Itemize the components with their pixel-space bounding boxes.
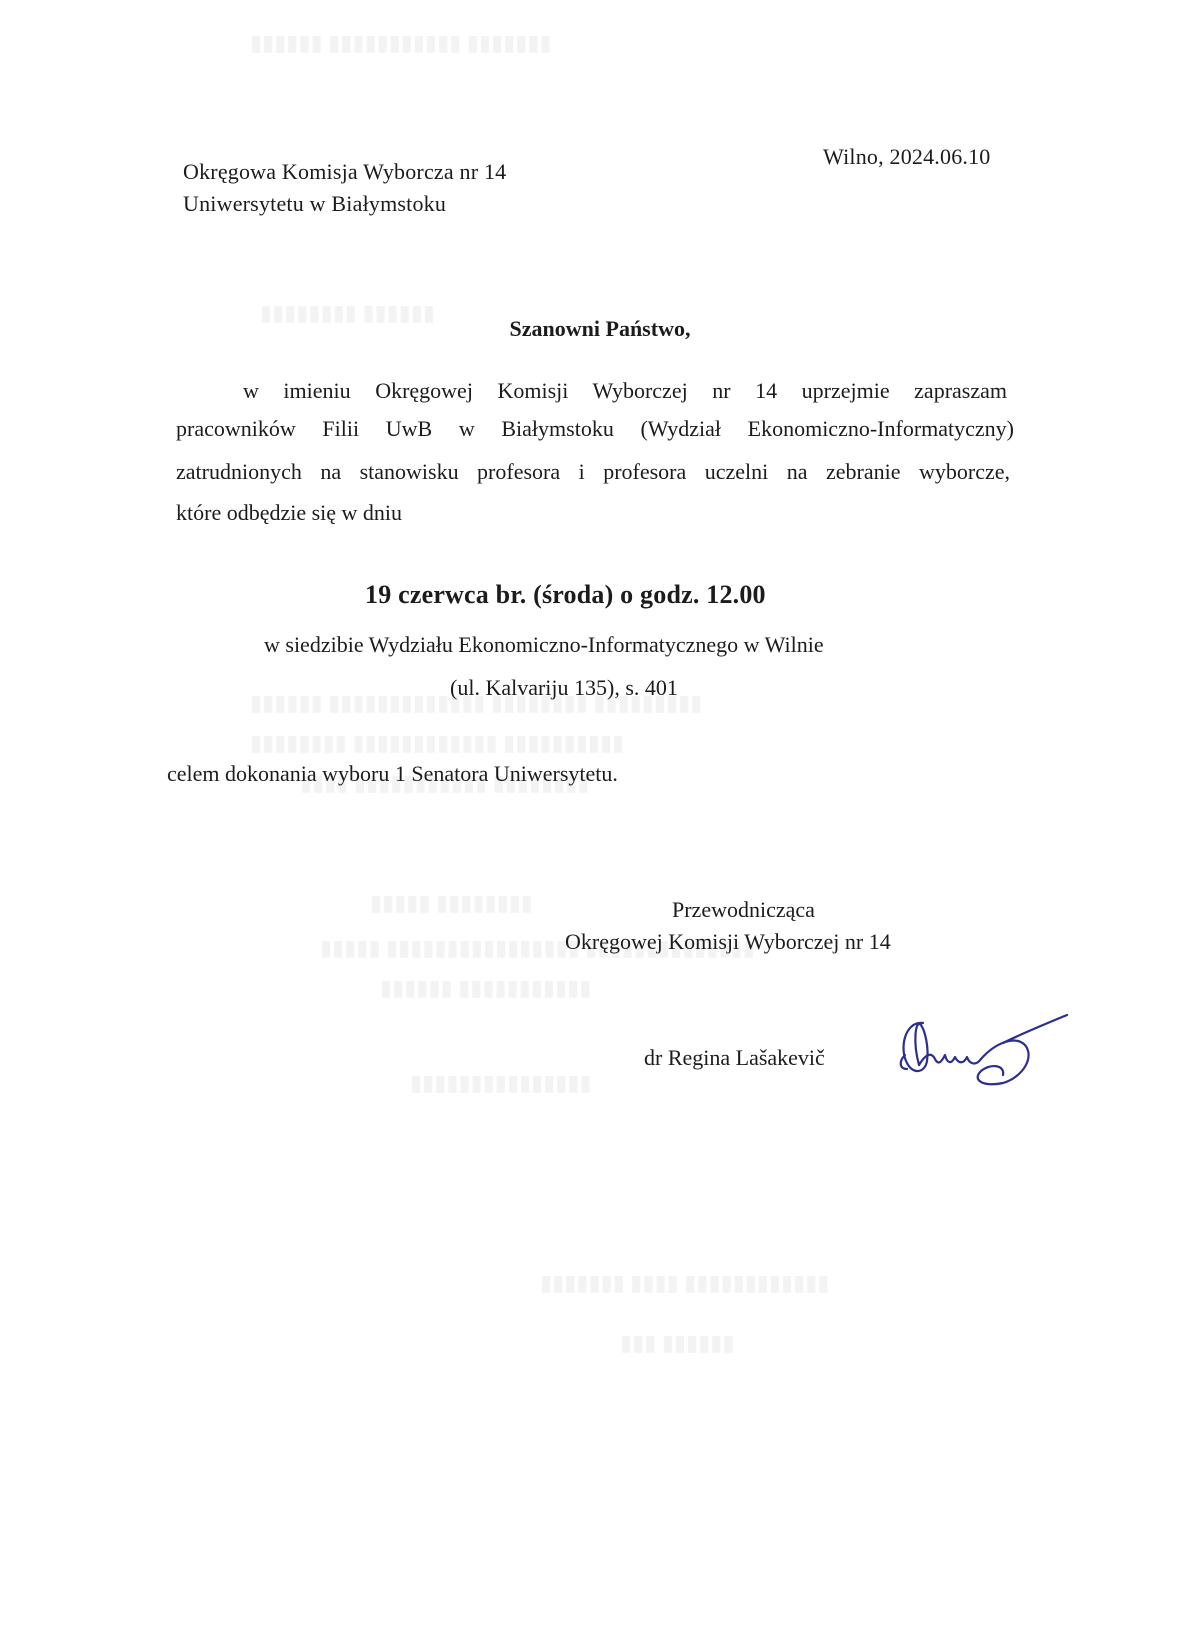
meeting-datetime: 19 czerwca br. (środa) o godz. 12.00 <box>365 580 766 609</box>
sender-name: Okręgowa Komisja Wyborcza nr 14 <box>183 159 507 184</box>
sender-institution: Uniwersytetu w Białymstoku <box>183 191 447 216</box>
handwritten-signature-icon <box>885 1003 1070 1098</box>
place-and-date: Wilno, 2024.06.10 <box>823 144 991 169</box>
bleed-through-mark <box>250 730 624 756</box>
bleed-through-mark <box>540 1270 829 1296</box>
salutation: Szanowni Państwo, <box>509 316 691 341</box>
body-line: w imieniu Okręgowej Komisji Wyborczej nr 14 uprzejmie zapraszam <box>243 378 1007 403</box>
signatory-title: Przewodnicząca <box>672 897 815 922</box>
body-line: pracowników Filii UwB w Białymstoku (Wydział Ekonomiczno-Informatyczny) <box>176 416 1014 441</box>
bleed-through-mark <box>380 975 591 1001</box>
body-line: zatrudnionych na stanowisku profesora i profesora uczelni na zebranie wyborcze, <box>176 459 1010 484</box>
bleed-through-mark <box>410 1070 592 1096</box>
signatory-name: dr Regina Lašakevič <box>644 1045 825 1070</box>
bleed-through-mark <box>250 30 552 56</box>
meeting-purpose: celem dokonania wyboru 1 Senatora Uniwersytetu. <box>167 761 618 786</box>
bleed-through-mark <box>620 1330 734 1356</box>
signatory-committee: Okręgowej Komisji Wyborczej nr 14 <box>565 929 891 954</box>
venue-line: w siedzibie Wydziału Ekonomiczno-Informatycznego w Wilnie <box>264 632 824 657</box>
bleed-through-mark <box>370 890 533 916</box>
venue-address: (ul. Kalvariju 135), s. 401 <box>450 675 678 700</box>
body-line: które odbędzie się w dniu <box>176 500 403 525</box>
